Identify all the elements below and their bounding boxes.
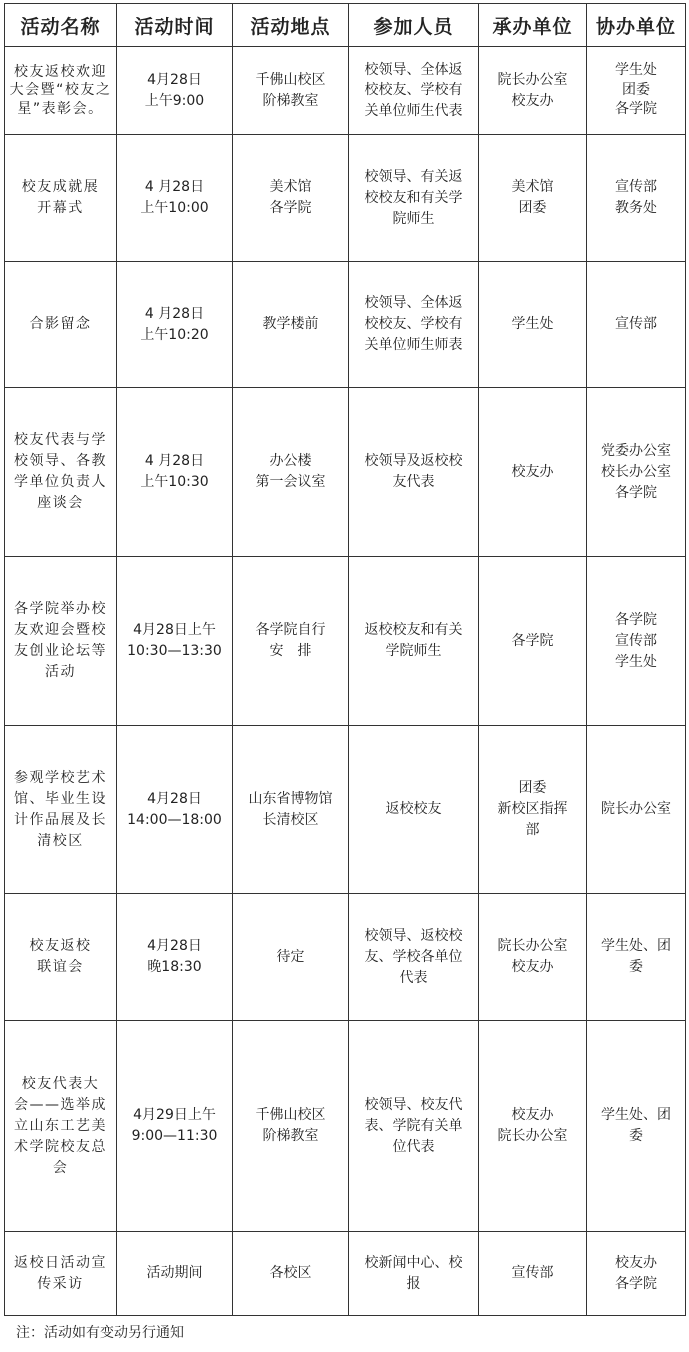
cell-activity-place: 办公楼 第一会议室	[233, 388, 349, 557]
cell-activity-time: 4 月28日 上午10:00	[117, 135, 233, 262]
cell-participants: 校领导、校友代 表、学院有关单 位代表	[349, 1021, 479, 1232]
cell-co-organizer: 学生处 团委 各学院	[587, 47, 686, 135]
cell-activity-name: 校友代表与学 校领导、各教 学单位负责人 座谈会	[5, 388, 117, 557]
cell-activity-time: 活动期间	[117, 1232, 233, 1316]
cell-co-organizer: 各学院 宣传部 学生处	[587, 557, 686, 726]
cell-participants: 校领导及返校校 友代表	[349, 388, 479, 557]
cell-host-unit: 校友办 院长办公室	[479, 1021, 587, 1232]
cell-activity-time: 4月28日 晚18:30	[117, 894, 233, 1021]
cell-participants: 校领导、全体返 校校友、学校有 关单位师生代表	[349, 47, 479, 135]
cell-activity-place: 千佛山校区 阶梯教室	[233, 47, 349, 135]
cell-activity-place: 千佛山校区 阶梯教室	[233, 1021, 349, 1232]
cell-participants: 返校校友和有关 学院师生	[349, 557, 479, 726]
cell-participants: 校领导、有关返 校校友和有关学 院师生	[349, 135, 479, 262]
table-row	[5, 1021, 686, 1232]
cell-activity-name: 校友成就展 开幕式	[5, 135, 117, 262]
cell-activity-name: 校友返校欢迎大会暨“校友之星”表彰会。	[5, 47, 117, 135]
header-co-organizer: 协办单位	[587, 4, 686, 47]
cell-participants: 校新闻中心、校 报	[349, 1232, 479, 1316]
cell-activity-time: 4 月28日 上午10:20	[117, 262, 233, 388]
cell-activity-name: 校友返校 联谊会	[5, 894, 117, 1021]
cell-activity-time: 4月28日 14:00—18:00	[117, 726, 233, 894]
cell-host-unit: 院长办公室 校友办	[479, 47, 587, 135]
schedule-table	[4, 3, 686, 1316]
header-activity-name: 活动名称	[5, 4, 117, 47]
cell-activity-name: 返校日活动宣 传采访	[5, 1232, 117, 1316]
table-row	[5, 47, 686, 135]
cell-activity-time: 4月28日 上午9:00	[117, 47, 233, 135]
cell-co-organizer: 宣传部 教务处	[587, 135, 686, 262]
cell-co-organizer: 院长办公室	[587, 726, 686, 894]
header-activity-time: 活动时间	[117, 4, 233, 47]
cell-host-unit: 各学院	[479, 557, 587, 726]
table-row	[5, 262, 686, 388]
table-row	[5, 557, 686, 726]
table-row	[5, 135, 686, 262]
table-row	[5, 388, 686, 557]
table-row	[5, 726, 686, 894]
cell-activity-place: 美术馆 各学院	[233, 135, 349, 262]
cell-co-organizer: 学生处、团 委	[587, 1021, 686, 1232]
cell-co-organizer: 党委办公室 校长办公室 各学院	[587, 388, 686, 557]
cell-host-unit: 宣传部	[479, 1232, 587, 1316]
cell-activity-place: 各学院自行 安 排	[233, 557, 349, 726]
cell-activity-place: 教学楼前	[233, 262, 349, 388]
cell-host-unit: 院长办公室 校友办	[479, 894, 587, 1021]
cell-activity-place: 各校区	[233, 1232, 349, 1316]
table-row	[5, 894, 686, 1021]
cell-host-unit: 学生处	[479, 262, 587, 388]
cell-host-unit: 校友办	[479, 388, 587, 557]
cell-activity-name: 各学院举办校 友欢迎会暨校 友创业论坛等 活动	[5, 557, 117, 726]
header-participants: 参加人员	[349, 4, 479, 47]
cell-activity-time: 4月28日上午 10:30—13:30	[117, 557, 233, 726]
cell-co-organizer: 学生处、团 委	[587, 894, 686, 1021]
cell-participants: 返校校友	[349, 726, 479, 894]
footnote: 注：活动如有变动另行通知	[16, 1325, 184, 1341]
table-row	[5, 1232, 686, 1316]
header-activity-place: 活动地点	[233, 4, 349, 47]
cell-activity-time: 4 月28日 上午10:30	[117, 388, 233, 557]
header-row	[5, 4, 686, 47]
cell-activity-place: 待定	[233, 894, 349, 1021]
header-host-unit: 承办单位	[479, 4, 587, 47]
cell-activity-name: 参观学校艺术 馆、毕业生设 计作品展及长 清校区	[5, 726, 117, 894]
cell-participants: 校领导、全体返 校校友、学校有 关单位师生师表	[349, 262, 479, 388]
cell-activity-time: 4月29日上午 9:00—11:30	[117, 1021, 233, 1232]
cell-participants: 校领导、返校校 友、学校各单位 代表	[349, 894, 479, 1021]
cell-co-organizer: 校友办 各学院	[587, 1232, 686, 1316]
cell-host-unit: 团委 新校区指挥 部	[479, 726, 587, 894]
cell-activity-name: 校友代表大 会——选举成 立山东工艺美 术学院校友总 会	[5, 1021, 117, 1232]
cell-co-organizer: 宣传部	[587, 262, 686, 388]
cell-host-unit: 美术馆 团委	[479, 135, 587, 262]
cell-activity-name: 合影留念	[5, 262, 117, 388]
cell-activity-place: 山东省博物馆 长清校区	[233, 726, 349, 894]
